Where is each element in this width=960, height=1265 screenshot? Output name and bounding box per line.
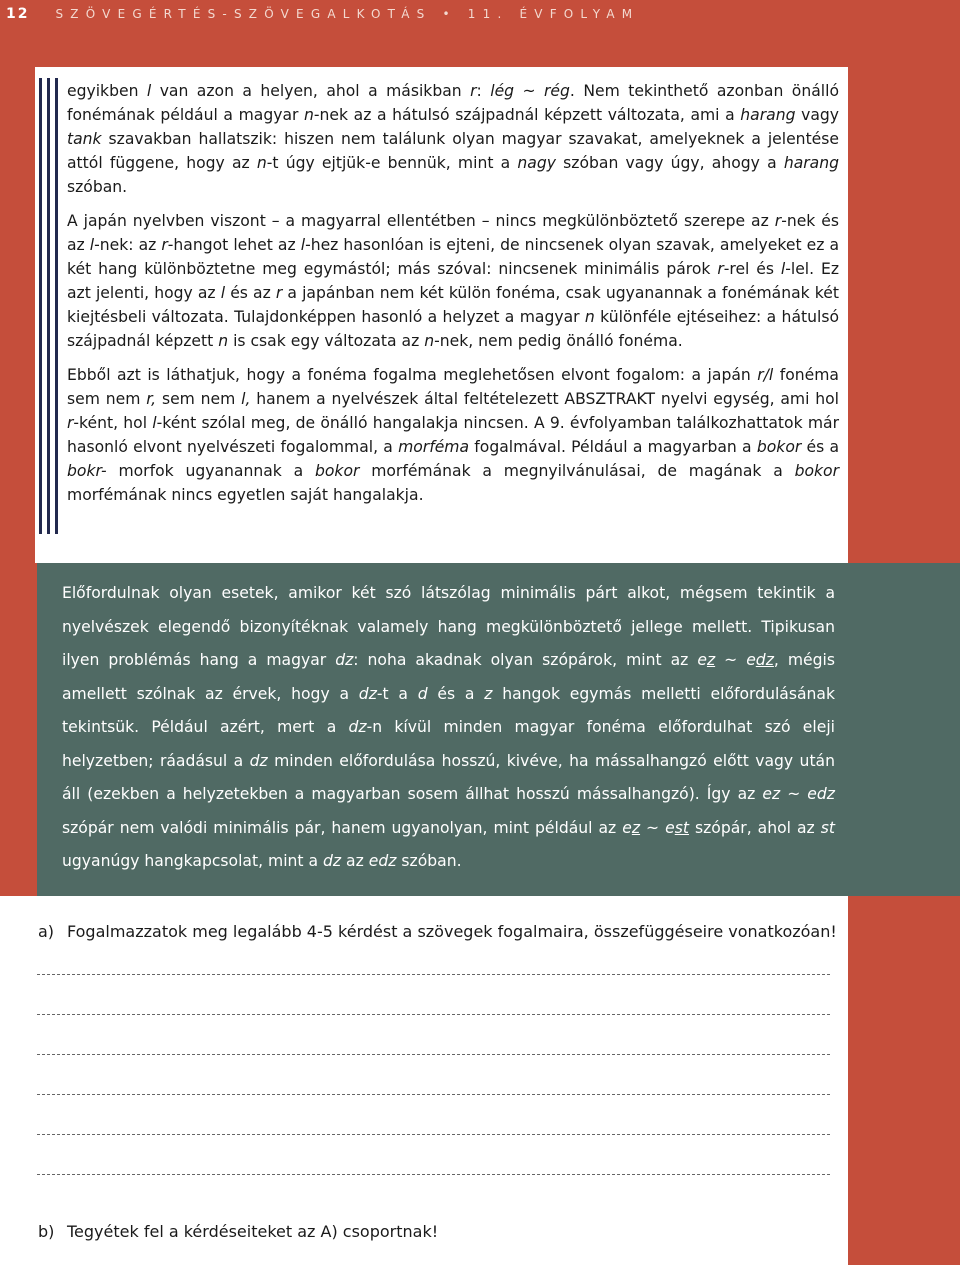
answer-lines <box>37 974 830 1214</box>
answer-line[interactable] <box>37 974 830 1014</box>
running-title: SZÖVEGÉRTÉS-SZÖVEGALKOTÁS • 11. ÉVFOLYAM <box>55 7 640 21</box>
answer-line[interactable] <box>37 1014 830 1054</box>
answer-line[interactable] <box>37 1054 830 1094</box>
decorative-bars <box>39 78 59 534</box>
info-box <box>37 563 960 896</box>
task-a <box>38 922 837 941</box>
task-panel <box>0 896 848 1265</box>
paragraph: Ebből azt is láthatjuk, hogy a fonéma fogalma meglehetősen elvont fogalom: a japán r/l fonéma sem nem r, sem nem l, hanem a nyelvészek által feltételezett ABSZTRAKT nyelvi egység, ami hol r-ként, hol l-ként szólal meg, de önálló hangalakja nincsen. A 9. évfolyamban találkozhattatok már hasonló elvont nyelvészeti fogalommal, a morféma fogalmával. Például a magyarban a bokor és a bokr- morfok ugyanannak a bokor morfémának a megnyilvánulásai, de magának a bokor morfémának nincs egyetlen saját hangalakja. <box>67 366 840 504</box>
task-b-text: Tegyétek fel a kérdéseiteket az A) csoportnak! <box>67 1222 439 1241</box>
page-number: 12 <box>6 6 30 22</box>
task-b <box>38 1222 438 1241</box>
task-b-label: b) <box>38 1222 55 1241</box>
main-text-panel <box>35 67 848 563</box>
paragraph: egyikben l van azon a helyen, ahol a másikban r: lég ~ rég. Nem tekinthető azonban önálló fonémának például a magyar n-nek az a hátulsó szájpadnál képzett változata, ami a harang vagy tank szavakban hallatszik: hiszen nem találunk olyan magyar szavakat, amelyeknek a jelentése attól függene, hogy az n-t úgy ejtjük-e bennük, mint a nagy szóban vagy úgy, ahogy a harang szóban. <box>67 82 840 196</box>
answer-line[interactable] <box>37 1134 830 1174</box>
answer-line[interactable] <box>37 1174 830 1214</box>
task-a-text: Fogalmazzatok meg legalább 4-5 kérdést a szövegek fogalmaira, összefüggéseire vonatkozóan! <box>67 922 837 941</box>
answer-line[interactable] <box>37 1094 830 1134</box>
main-text <box>67 79 839 517</box>
paragraph: A japán nyelvben viszont – a magyarral ellentétben – nincs megkülönböztető szerepe az r-nek és az l-nek: az r-hangot lehet az l-hez hasonlóan is ejteni, de nincsenek olyan szavak, amelyeket ez a két hang különböztetne meg egymástól; más szóval: nincsenek minimális párok r-rel és l-lel. Ez azt jelenti, hogy az l és az r a japánban nem két külön fonéma, csak ugyanannak a fonémának két kiejtésbeli változata. Tulajdonképpen hasonló a helyzet a magyar n különféle ejtéseihez: a hátulsó szájpadnál képzett n is csak egy változata az n-nek, nem pedig önálló fonéma. <box>67 212 840 350</box>
task-a-label: a) <box>38 922 55 941</box>
info-box-paragraph: Előfordulnak olyan esetek, amikor két szó látszólag minimális párt alkot, mégsem tekintik a nyelvészek elegendő bizonyítéknak valamely hang megkülönböztető jellege mellett. Tipikusan ilyen problémás hang a magyar dz: noha akadnak olyan szópárok, mint az ez ~ edz, mégis amellett szólnak az érvek, hogy a dz-t a d és a z hangok egymás melletti előfordulásának tekintsük. Például azért, mert a dz-n kívül minden magyar fonéma előfordulhat szó eleji helyzetben; ráadásul a dz minden előfordulása hosszú, kivéve, ha mássalhangzó előtt vagy után áll (ezekben a helyzetekben a magyarban sosem állhat hosszú mássalhangzó). Így az ez ~ edz szópár nem valódi minimális pár, hanem ugyanolyan, mint például az ez ~ est szópár, ahol az st ugyanúgy hangkapcsolat, mint a dz az edz szóban. <box>62 584 835 870</box>
page-header <box>0 0 960 28</box>
